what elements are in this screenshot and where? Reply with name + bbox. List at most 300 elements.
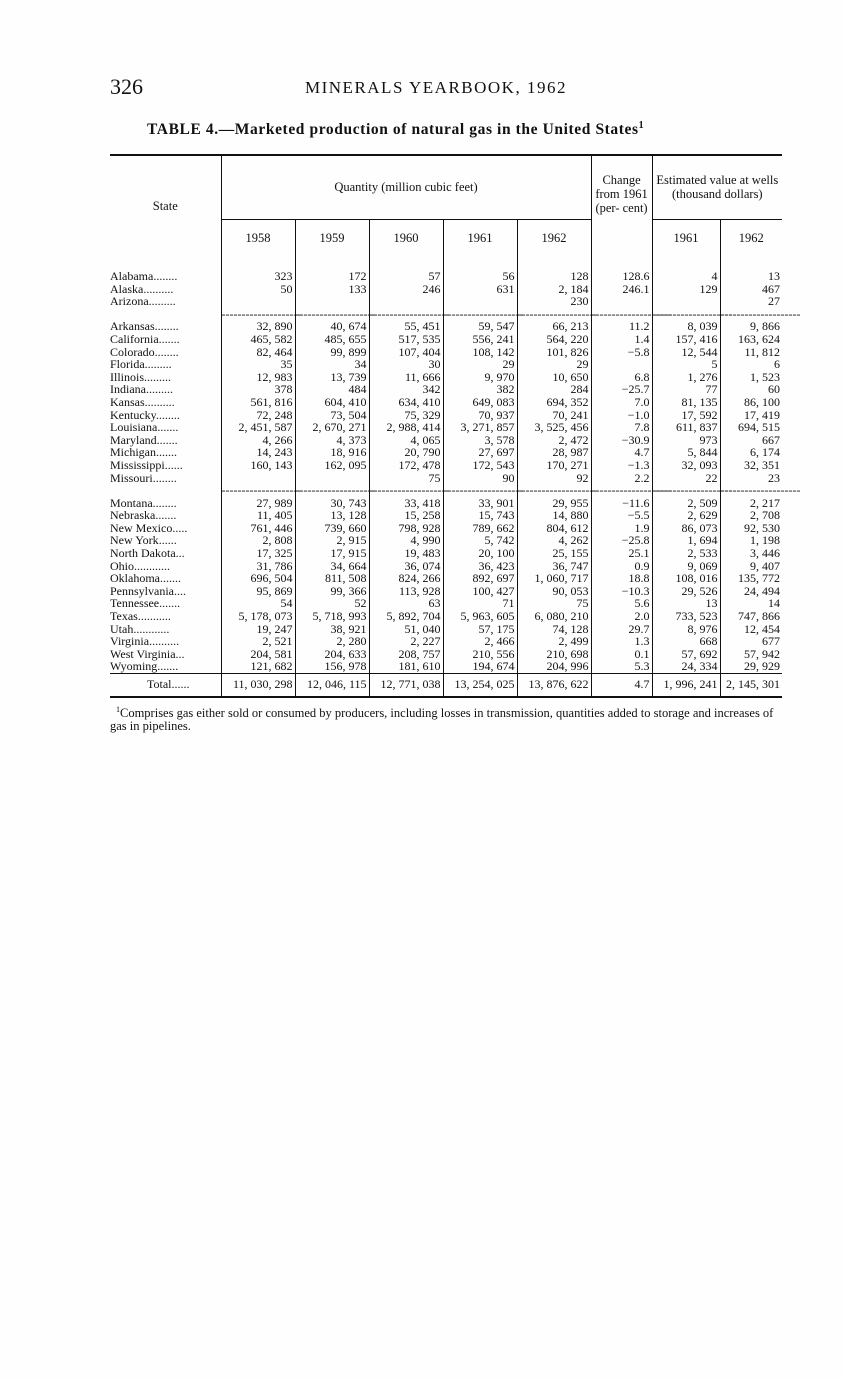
quantity-cell: 1, 060, 717 xyxy=(517,572,591,585)
dash-rule: -------------------- xyxy=(221,306,302,321)
quantity-cell: 101, 826 xyxy=(517,346,591,359)
value-cell: 60 xyxy=(720,383,782,396)
quantity-cell: 15, 743 xyxy=(443,509,517,522)
state-cell xyxy=(110,295,221,308)
quantity-cell: 172, 478 xyxy=(369,459,443,472)
dot-leader: ... xyxy=(175,546,185,561)
table-row-alaska xyxy=(110,283,782,296)
state-name: Texas xyxy=(110,609,138,624)
quantity-cell: 29 xyxy=(517,358,591,371)
dash-rule: -------------------- xyxy=(720,306,801,321)
value-cell: 694, 515 xyxy=(720,421,782,434)
value-cell: 81, 135 xyxy=(652,396,720,409)
value-cell: 32, 093 xyxy=(652,459,720,472)
quantity-cell: 27, 989 xyxy=(221,497,295,510)
state-name: Florida xyxy=(110,357,145,372)
quantity-cell: 556, 241 xyxy=(443,333,517,346)
dash-rule: -------------------- xyxy=(652,306,733,321)
table-title-text: TABLE 4.—Marketed production of natural gas in the United States xyxy=(147,121,639,139)
change-cell: 7.8 xyxy=(591,421,652,434)
quantity-cell: 4, 266 xyxy=(221,434,295,447)
change-cell xyxy=(591,358,652,371)
dot-leader: ......... xyxy=(144,357,172,372)
dot-leader: ....... xyxy=(160,571,181,586)
spacer-row xyxy=(110,256,782,270)
table-row-pennsylvania xyxy=(110,585,782,598)
quantity-cell: 230 xyxy=(517,295,591,308)
quantity-cell: 892, 697 xyxy=(443,572,517,585)
quantity-cell: 2, 184 xyxy=(517,283,591,296)
value-header: Estimated value at wells (thousand dollars) xyxy=(652,155,782,219)
state-name: Kansas xyxy=(110,394,145,409)
quantity-cell: 798, 928 xyxy=(369,522,443,535)
quantity-cell: 12, 771, 038 xyxy=(369,674,443,697)
dot-leader: ... xyxy=(175,646,185,661)
quantity-cell: 4, 065 xyxy=(369,434,443,447)
quantity-cell: 55, 451 xyxy=(369,320,443,333)
quantity-cell: 210, 698 xyxy=(517,648,591,661)
quantity-cell: 33, 901 xyxy=(443,497,517,510)
quantity-cell: 133 xyxy=(295,283,369,296)
quantity-cell: 564, 220 xyxy=(517,333,591,346)
quantity-cell: 34 xyxy=(295,358,369,371)
change-cell: −5.8 xyxy=(591,346,652,359)
quantity-cell: 204, 581 xyxy=(221,648,295,661)
dash-separator-row xyxy=(110,308,782,321)
quantity-cell: 35 xyxy=(221,358,295,371)
quantity-cell: 246 xyxy=(369,283,443,296)
dot-leader: ......... xyxy=(148,294,176,309)
quantity-cell: 10, 650 xyxy=(517,371,591,384)
change-cell: 25.1 xyxy=(591,547,652,560)
state-name: California xyxy=(110,331,159,346)
value-cell: 32, 351 xyxy=(720,459,782,472)
change-cell: 4.7 xyxy=(591,674,652,697)
quantity-cell xyxy=(221,295,295,308)
quantity-cell: 13, 876, 622 xyxy=(517,674,591,697)
value-cell: 6, 174 xyxy=(720,446,782,459)
table-row-louisiana xyxy=(110,421,782,434)
quantity-cell: 14, 243 xyxy=(221,446,295,459)
quantity-cell: 11, 666 xyxy=(369,371,443,384)
table-row-texas xyxy=(110,610,782,623)
change-cell: −11.6 xyxy=(591,497,652,510)
value-cell: 1, 996, 241 xyxy=(652,674,720,697)
value-cell: 733, 523 xyxy=(652,610,720,623)
table-row-total xyxy=(110,674,782,697)
dot-leader: ......... xyxy=(144,369,172,384)
production-table xyxy=(110,154,801,698)
quantity-cell: 54 xyxy=(221,597,295,610)
value-cell: 611, 837 xyxy=(652,421,720,434)
year-header-1962: 1962 xyxy=(517,219,591,256)
value-cell: 3, 446 xyxy=(720,547,782,560)
quantity-header: Quantity (million cubic feet) xyxy=(221,155,591,219)
quantity-cell: 14, 880 xyxy=(517,509,591,522)
state-name: Oklahoma xyxy=(110,571,160,586)
page-number: 326 xyxy=(110,74,143,99)
quantity-cell: 40, 674 xyxy=(295,320,369,333)
quantity-cell: 3, 525, 456 xyxy=(517,421,591,434)
value-cell: 2, 533 xyxy=(652,547,720,560)
change-cell: 1.9 xyxy=(591,522,652,535)
value-cell xyxy=(652,295,720,308)
quantity-cell: 36, 747 xyxy=(517,560,591,573)
change-cell: 11.2 xyxy=(591,320,652,333)
quantity-cell: 696, 504 xyxy=(221,572,295,585)
quantity-cell: 25, 155 xyxy=(517,547,591,560)
change-cell: 5.3 xyxy=(591,660,652,673)
state-name: Pennsylvania xyxy=(110,583,174,598)
dash-rule: -------------------- xyxy=(720,483,801,498)
dot-leader: ....... xyxy=(159,596,181,611)
quantity-cell: 517, 535 xyxy=(369,333,443,346)
quantity-cell: 204, 633 xyxy=(295,648,369,661)
quantity-cell: 121, 682 xyxy=(221,660,295,673)
value-cell: 1, 694 xyxy=(652,534,720,547)
state-name: Colorado xyxy=(110,344,155,359)
quantity-cell: 28, 987 xyxy=(517,446,591,459)
year-header-1959: 1959 xyxy=(295,219,369,256)
value-cell: 677 xyxy=(720,635,782,648)
quantity-cell: 17, 325 xyxy=(221,547,295,560)
quantity-cell: 52 xyxy=(295,597,369,610)
quantity-cell: 604, 410 xyxy=(295,396,369,409)
table-title xyxy=(147,120,644,139)
dash-rule: -------------------- xyxy=(221,483,302,498)
dash-rule: -------------------- xyxy=(295,306,376,321)
state-name: Arkansas xyxy=(110,319,155,334)
dash-rule: -------------------- xyxy=(517,483,598,498)
change-cell: 1.3 xyxy=(591,635,652,648)
quantity-cell: 378 xyxy=(221,383,295,396)
value-cell: 29, 526 xyxy=(652,585,720,598)
table-row-alabama xyxy=(110,270,782,283)
quantity-cell: 194, 674 xyxy=(443,660,517,673)
value-cell: 668 xyxy=(652,635,720,648)
table-row-maryland xyxy=(110,434,782,447)
value-cell: 667 xyxy=(720,434,782,447)
value-cell: 24, 494 xyxy=(720,585,782,598)
quantity-cell: 20, 790 xyxy=(369,446,443,459)
dash-rule: -------------------- xyxy=(369,483,450,498)
dot-leader: ....... xyxy=(156,432,178,447)
table-row-virginia xyxy=(110,635,782,648)
value-cell: 2, 629 xyxy=(652,509,720,522)
value-cell: 11, 812 xyxy=(720,346,782,359)
change-cell: 7.0 xyxy=(591,396,652,409)
change-cell: −25.8 xyxy=(591,534,652,547)
quantity-cell: 5, 892, 704 xyxy=(369,610,443,623)
value-cell: 108, 016 xyxy=(652,572,720,585)
quantity-cell: 631 xyxy=(443,283,517,296)
quantity-cell: 5, 963, 605 xyxy=(443,610,517,623)
footnote-text: Comprises gas either sold or consumed by producers, including losses in transmission, quantities added to storage and increases of gas in pipelines. xyxy=(110,706,774,734)
value-cell: 747, 866 xyxy=(720,610,782,623)
quantity-cell: 11, 030, 298 xyxy=(221,674,295,697)
state-cell xyxy=(110,674,221,697)
dot-leader: ....... xyxy=(155,508,177,523)
value-cell: 135, 772 xyxy=(720,572,782,585)
state-name: North Dakota xyxy=(110,546,176,561)
quantity-cell: 208, 757 xyxy=(369,648,443,661)
quantity-cell: 27, 697 xyxy=(443,446,517,459)
dot-leader: .......... xyxy=(143,281,174,296)
state-name: Louisiana xyxy=(110,420,158,435)
change-cell: −1.0 xyxy=(591,409,652,422)
change-cell: 29.7 xyxy=(591,623,652,636)
quantity-cell: 56 xyxy=(443,270,517,283)
value-cell: 86, 073 xyxy=(652,522,720,535)
change-cell: 128.6 xyxy=(591,270,652,283)
dash-rule: -------------------- xyxy=(443,483,524,498)
quantity-cell: 181, 610 xyxy=(369,660,443,673)
state-cell xyxy=(110,472,221,485)
dot-leader: ...... xyxy=(164,457,183,472)
dot-leader: ....... xyxy=(157,659,179,674)
title-footnote-mark: 1 xyxy=(638,120,645,131)
table-row-utah xyxy=(110,623,782,636)
value-cell: 2, 145, 301 xyxy=(720,674,782,697)
quantity-cell: 3, 578 xyxy=(443,434,517,447)
change-cell: 2.0 xyxy=(591,610,652,623)
quantity-cell: 284 xyxy=(517,383,591,396)
quantity-cell xyxy=(443,295,517,308)
value-cell: 9, 866 xyxy=(720,320,782,333)
quantity-cell: 5, 718, 993 xyxy=(295,610,369,623)
value-cell: 1, 523 xyxy=(720,371,782,384)
quantity-cell: 804, 612 xyxy=(517,522,591,535)
state-name: West Virginia xyxy=(110,646,176,661)
quantity-cell: 13, 128 xyxy=(295,509,369,522)
quantity-cell: 11, 405 xyxy=(221,509,295,522)
quantity-cell: 19, 247 xyxy=(221,623,295,636)
quantity-cell: 2, 521 xyxy=(221,635,295,648)
quantity-cell: 5, 742 xyxy=(443,534,517,547)
quantity-cell: 649, 083 xyxy=(443,396,517,409)
state-header: State xyxy=(152,199,178,213)
table-row-north-dakota xyxy=(110,547,782,560)
change-cell: −10.3 xyxy=(591,585,652,598)
table-row-montana xyxy=(110,497,782,510)
quantity-cell: 57 xyxy=(369,270,443,283)
state-name: New York xyxy=(110,533,159,548)
value-cell: 4 xyxy=(652,270,720,283)
dash-rule: -------------------- xyxy=(369,306,450,321)
state-name: Arizona xyxy=(110,294,149,309)
quantity-cell: 4, 990 xyxy=(369,534,443,547)
dot-leader: ............ xyxy=(134,558,170,573)
footnote xyxy=(110,703,782,733)
dot-leader: ....... xyxy=(156,445,177,460)
quantity-cell: 694, 352 xyxy=(517,396,591,409)
value-cell: 13 xyxy=(652,597,720,610)
value-cell: 77 xyxy=(652,383,720,396)
quantity-cell: 4, 373 xyxy=(295,434,369,447)
quantity-cell: 66, 213 xyxy=(517,320,591,333)
quantity-cell: 9, 970 xyxy=(443,371,517,384)
dot-leader: ........ xyxy=(153,269,178,283)
table-row-california xyxy=(110,333,782,346)
value-cell: 57, 692 xyxy=(652,648,720,661)
change-cell: 0.1 xyxy=(591,648,652,661)
dot-leader: ........ xyxy=(155,407,180,422)
value-cell: 92, 530 xyxy=(720,522,782,535)
quantity-cell: 99, 899 xyxy=(295,346,369,359)
value-cell: 86, 100 xyxy=(720,396,782,409)
quantity-cell: 128 xyxy=(517,270,591,283)
dot-leader: ........... xyxy=(137,609,171,624)
quantity-cell: 160, 143 xyxy=(221,459,295,472)
dot-leader: ...... xyxy=(158,533,177,548)
year-header-1960: 1960 xyxy=(369,219,443,256)
value-cell: 1, 198 xyxy=(720,534,782,547)
value-cell: 57, 942 xyxy=(720,648,782,661)
table-row-new-mexico xyxy=(110,522,782,535)
running-head: MINERALS YEARBOOK, 1962 xyxy=(305,78,567,97)
change-cell: −30.9 xyxy=(591,434,652,447)
change-header: Change from 1961 (per- cent) xyxy=(591,155,652,256)
value-cell: 129 xyxy=(652,283,720,296)
state-name: Maryland xyxy=(110,432,157,447)
state-name: Michigan xyxy=(110,445,156,460)
quantity-cell: 100, 427 xyxy=(443,585,517,598)
quantity-cell: 90, 053 xyxy=(517,585,591,598)
change-cell: 6.8 xyxy=(591,371,652,384)
value-cell: 29, 929 xyxy=(720,660,782,673)
value-cell: 27 xyxy=(720,295,782,308)
quantity-cell: 95, 869 xyxy=(221,585,295,598)
quantity-cell: 2, 227 xyxy=(369,635,443,648)
quantity-cell: 156, 978 xyxy=(295,660,369,673)
quantity-cell: 38, 921 xyxy=(295,623,369,636)
change-cell: 246.1 xyxy=(591,283,652,296)
quantity-cell: 75 xyxy=(517,597,591,610)
state-name: Virginia xyxy=(110,634,150,649)
quantity-cell: 113, 928 xyxy=(369,585,443,598)
change-cell: 18.8 xyxy=(591,572,652,585)
state-name: New Mexico xyxy=(110,520,173,535)
quantity-cell: 107, 404 xyxy=(369,346,443,359)
dot-leader: .... xyxy=(174,583,186,598)
quantity-cell: 99, 366 xyxy=(295,585,369,598)
dot-leader: ........ xyxy=(152,495,177,510)
dash-rule: -------------------- xyxy=(295,483,376,498)
dash-rule: -------------------- xyxy=(443,306,524,321)
quantity-cell: 36, 423 xyxy=(443,560,517,573)
table-body xyxy=(110,256,801,697)
quantity-cell: 33, 418 xyxy=(369,497,443,510)
quantity-cell: 30, 743 xyxy=(295,497,369,510)
quantity-cell: 36, 074 xyxy=(369,560,443,573)
state-name: Kentucky xyxy=(110,407,156,422)
quantity-cell: 82, 464 xyxy=(221,346,295,359)
dot-leader: ........ xyxy=(154,344,179,359)
dot-leader: ...... xyxy=(171,677,190,691)
value-cell: 17, 592 xyxy=(652,409,720,422)
quantity-cell: 34, 664 xyxy=(295,560,369,573)
table-row-illinois xyxy=(110,371,782,384)
state-name: Illinois xyxy=(110,369,145,384)
table-row-florida xyxy=(110,358,782,371)
quantity-cell: 51, 040 xyxy=(369,623,443,636)
quantity-cell: 2, 466 xyxy=(443,635,517,648)
state-name: Ohio xyxy=(110,558,134,573)
dash-rule: -------------------- xyxy=(591,306,672,321)
state-name: Tennessee xyxy=(110,596,160,611)
quantity-cell: 162, 095 xyxy=(295,459,369,472)
quantity-cell: 57, 175 xyxy=(443,623,517,636)
quantity-cell: 29, 955 xyxy=(517,497,591,510)
quantity-cell: 382 xyxy=(443,383,517,396)
dot-leader: ....... xyxy=(158,331,180,346)
state-cell xyxy=(110,660,221,673)
quantity-cell: 172 xyxy=(295,270,369,283)
value-cell: 8, 039 xyxy=(652,320,720,333)
quantity-cell: 72, 248 xyxy=(221,409,295,422)
dot-leader: ............ xyxy=(133,621,170,636)
quantity-cell: 172, 543 xyxy=(443,459,517,472)
value-cell: 6 xyxy=(720,358,782,371)
quantity-cell: 12, 046, 115 xyxy=(295,674,369,697)
quantity-cell: 2, 915 xyxy=(295,534,369,547)
quantity-cell: 739, 660 xyxy=(295,522,369,535)
change-cell: −1.3 xyxy=(591,459,652,472)
quantity-cell: 485, 655 xyxy=(295,333,369,346)
value-cell: 2, 708 xyxy=(720,509,782,522)
quantity-cell: 2, 451, 587 xyxy=(221,421,295,434)
quantity-cell: 634, 410 xyxy=(369,396,443,409)
quantity-cell: 19, 483 xyxy=(369,547,443,560)
quantity-cell: 204, 996 xyxy=(517,660,591,673)
quantity-cell: 761, 446 xyxy=(221,522,295,535)
quantity-cell: 71 xyxy=(443,597,517,610)
quantity-cell: 18, 916 xyxy=(295,446,369,459)
table-row-oklahoma xyxy=(110,572,782,585)
dash-rule: -------------------- xyxy=(517,306,598,321)
change-cell: −25.7 xyxy=(591,383,652,396)
dot-leader: ........ xyxy=(154,319,179,334)
quantity-cell: 2, 670, 271 xyxy=(295,421,369,434)
dash-rule: -------------------- xyxy=(591,483,672,498)
quantity-cell: 13, 739 xyxy=(295,371,369,384)
dot-leader: ........ xyxy=(152,470,177,485)
table-row-arizona xyxy=(110,295,782,308)
state-name: Alabama xyxy=(110,269,154,283)
dash-rule: -------------------- xyxy=(652,483,733,498)
state-name: Mississippi xyxy=(110,457,165,472)
state-name: Missouri xyxy=(110,470,153,485)
value-cell: 14 xyxy=(720,597,782,610)
table-row-kansas xyxy=(110,396,782,409)
table-row-new-york xyxy=(110,534,782,547)
quantity-cell: 824, 266 xyxy=(369,572,443,585)
quantity-cell: 90 xyxy=(443,472,517,485)
value-cell: 973 xyxy=(652,434,720,447)
value-cell: 9, 069 xyxy=(652,560,720,573)
year-header-1958: 1958 xyxy=(221,219,295,256)
state-name: Utah xyxy=(110,621,134,636)
quantity-cell: 32, 890 xyxy=(221,320,295,333)
quantity-cell: 170, 271 xyxy=(517,459,591,472)
quantity-cell: 12, 983 xyxy=(221,371,295,384)
change-cell: 4.7 xyxy=(591,446,652,459)
value-cell: 467 xyxy=(720,283,782,296)
value-cell: 157, 416 xyxy=(652,333,720,346)
quantity-cell: 108, 142 xyxy=(443,346,517,359)
quantity-cell: 465, 582 xyxy=(221,333,295,346)
quantity-cell: 74, 128 xyxy=(517,623,591,636)
